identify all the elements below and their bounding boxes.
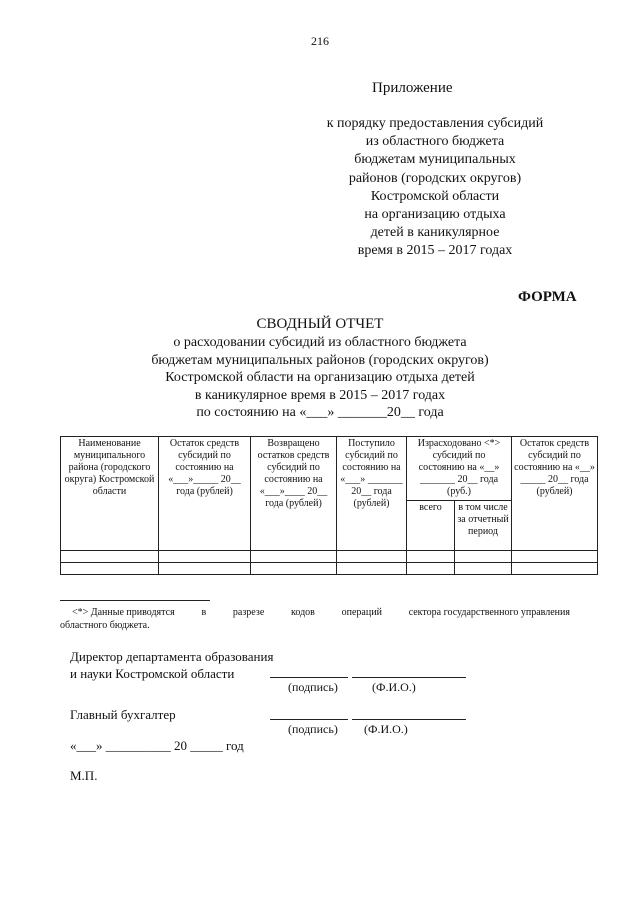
report-line: бюджетам муниципальных районов (городских округов) — [151, 352, 489, 368]
header-returned: Возвращено остатков средств субсидий по состоянию на «___»____ 20__ года (рублей) — [251, 437, 337, 551]
table-cell[interactable] — [407, 551, 455, 563]
report-line: Костромской области на организацию отдыха детей — [165, 370, 475, 385]
director-title — [70, 648, 273, 682]
table-cell[interactable] — [251, 551, 337, 563]
appendix-line: детей в каникулярное — [370, 225, 500, 241]
table-cell[interactable] — [159, 563, 251, 575]
header-spent: Израсходовано <*> субсидий по состоянию на «__» _______ 20__ года (руб.) — [407, 437, 512, 501]
report-line: по состоянию на «___» _______20__ года — [196, 405, 444, 420]
subheader-period: в том числе за отчетный период — [455, 501, 512, 551]
appendix-line: из областного бюджета — [365, 134, 505, 150]
table-cell[interactable] — [61, 551, 159, 563]
header-received: Поступило субсидий по состоянию на «___» _______ 20__ года (рублей) — [337, 437, 407, 551]
appendix-line: бюджетам муниципальных — [354, 152, 516, 168]
appendix-line: Костромской области — [370, 188, 500, 204]
footnote-word: кодов — [291, 607, 315, 618]
name-caption: (Ф.И.О.) — [372, 680, 416, 694]
accountant-name-line[interactable] — [352, 719, 466, 720]
footnote-word: <*> Данные приводятся — [72, 607, 175, 618]
footnote-word: в — [201, 607, 207, 618]
appendix-line: к порядку предоставления субсидий — [326, 116, 544, 131]
table-row — [61, 563, 598, 575]
appendix-title: Приложение — [372, 80, 453, 96]
accountant-title: Главный бухгалтер — [70, 707, 176, 722]
table-cell[interactable] — [337, 551, 407, 563]
table-row — [61, 551, 598, 563]
appendix-text — [300, 115, 570, 261]
table-cell[interactable] — [61, 563, 159, 575]
table-cell[interactable] — [251, 563, 337, 575]
table-cell[interactable] — [407, 563, 455, 575]
table-cell[interactable] — [337, 563, 407, 575]
appendix-line: на организацию отдыха — [364, 207, 506, 223]
header-balance-start: Остаток средств субсидий по состоянию на «___»_____ 20__ года (рублей) — [159, 437, 251, 551]
appendix-line: время в 2015 – 2017 годах — [357, 243, 513, 259]
report-line: в каникулярное время в 2015 – 2017 годах — [194, 387, 446, 403]
table-cell[interactable] — [512, 563, 598, 575]
table-cell[interactable] — [512, 551, 598, 563]
table-cell[interactable] — [455, 551, 512, 563]
table-cell[interactable] — [455, 563, 512, 575]
sign-caption: (подпись) — [288, 680, 338, 694]
form-label: ФОРМА — [518, 289, 577, 305]
footnote-word: разрезе — [232, 607, 265, 618]
director-sign-line[interactable] — [270, 677, 348, 678]
report-subtitle — [60, 334, 580, 422]
footnote-word: сектора государственного управления — [408, 607, 570, 618]
report-table — [60, 436, 598, 575]
director-line: и науки Костромской области — [70, 666, 235, 681]
director-line: Директор департамента образования — [70, 649, 274, 664]
page-number: 216 — [311, 34, 329, 48]
footnote — [60, 606, 570, 632]
footnote-word: операций — [341, 607, 382, 618]
subheader-total: всего — [407, 501, 455, 551]
appendix-line: районов (городских округов) — [348, 170, 522, 186]
footnote-line2: областного бюджета. — [60, 620, 150, 631]
sign-caption: (подпись) — [288, 722, 338, 736]
name-caption: (Ф.И.О.) — [364, 722, 408, 736]
report-title: СВОДНЫЙ ОТЧЕТ — [256, 316, 384, 332]
footnote-divider — [60, 600, 210, 601]
accountant-sign-line[interactable] — [270, 719, 348, 720]
header-balance-end: Остаток средств субсидий по состоянию на «__» _____ 20__ года (рублей) — [512, 437, 598, 551]
stamp-place: М.П. — [70, 768, 98, 783]
director-name-line[interactable] — [352, 677, 466, 678]
header-district: Наименование муниципального района (городского округа) Костромской области — [61, 437, 159, 551]
date-line: «___» __________ 20 _____ год — [70, 738, 244, 753]
table-cell[interactable] — [159, 551, 251, 563]
report-line: о расходовании субсидий из областного бюджета — [173, 335, 467, 350]
